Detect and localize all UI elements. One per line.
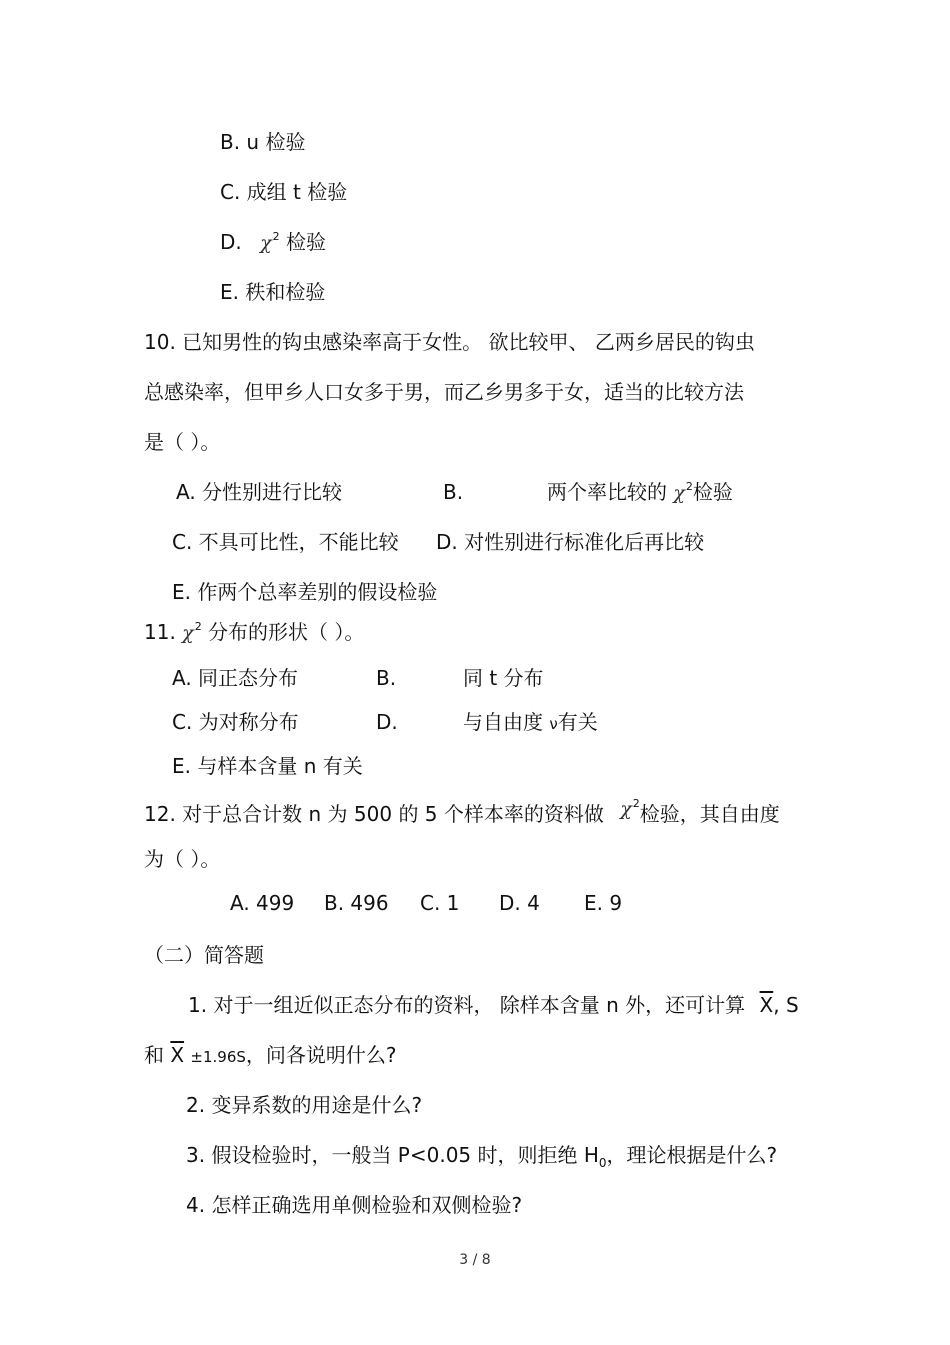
q10-option-c: C. 不具可比性，不能比较 [172,530,399,554]
q11-stem [144,619,364,649]
superscript-2: 2 [632,797,640,810]
q10-line-2: 总感染率，但甲乡人口女多于男，而乙乡男多于女，适当的比较方法 [144,380,744,404]
q10-option-b-tail: 检验 [692,480,733,504]
superscript-2: 2 [272,230,280,243]
q9-option-d [220,229,326,259]
chi-symbol: χ [260,232,272,254]
q10-option-b-label: B. [443,480,464,504]
q11-option-d-text: 与自由度 [463,710,543,734]
sa-q1-line-2 [144,1042,397,1070]
q10-line-1: 10. 已知男性的钩虫感染率高于女性。 欲比较甲、 乙两乡居民的钩虫 [144,330,755,354]
q12-line-1-b: 检验，其自由度 [639,802,780,826]
q12-option-e: E. 9 [584,891,623,915]
chi-symbol: χ [620,798,632,820]
page-number: 3 / 8 [459,1252,491,1268]
q10-option-a: A. 分性别进行比较 [176,480,343,504]
x-bar: $\overline{X}$ [170,1043,185,1067]
sa-q3-text: 3. 假设检验时，一般当 P<0.05 时，则拒绝 H [186,1143,599,1167]
q9-option-c: C. 成组 t 检验 [220,180,348,204]
s-symbol: , S [773,993,799,1017]
q11-number: 11. [144,620,176,644]
q9-option-e: E. 秩和检验 [220,280,326,304]
q10-option-b-text: 两个率比较的 [547,480,667,504]
x-bar: $\overline{X}$ [759,993,774,1017]
section-heading: （二）简答题 [144,943,264,967]
q11-option-d [463,709,598,737]
q9-option-d-label: D. [220,230,242,254]
nu-symbol: ν [549,715,558,733]
q11-option-d-label: D. [376,710,398,734]
q11-option-a: A. 同正态分布 [172,666,299,690]
chi-symbol: χ [673,482,685,504]
q11-option-e: E. 与样本含量 n 有关 [172,754,363,778]
q11-text: 分布的形状（ ）。 [208,620,365,644]
superscript-2: 2 [685,480,693,493]
sa-q1-formula: ±1.96S [190,1048,246,1066]
sa-q1-and: 和 [144,1043,164,1067]
q12-option-b: B. 496 [324,891,389,915]
q10-line-3: 是（ ）。 [144,430,221,454]
sa-q2: 2. 变异系数的用途是什么? [186,1093,423,1117]
sa-q3 [186,1142,777,1171]
q12-option-d: D. 4 [499,891,540,915]
q11-option-d-tail: 有关 [557,710,598,734]
q11-option-c: C. 为对称分布 [172,710,299,734]
q12-line-1-a: 12. 对于总合计数 n 为 500 的 5 个样本率的资料做 [144,802,604,826]
sa-q1-line-1 [188,992,799,1018]
q12-line-1 [144,797,780,831]
chi-symbol: χ [182,622,194,644]
q12-option-c: C. 1 [420,891,460,915]
q11-option-b-label: B. [376,666,397,690]
q9-option-b: B. u 检验 [220,130,306,154]
subscript-0: 0 [598,1156,607,1170]
sa-q1-text: 1. 对于一组近似正态分布的资料， 除样本含量 n 外，还可计算 [188,993,746,1017]
q9-option-d-text: 检验 [286,230,326,254]
sa-q3-tail: ，理论根据是什么? [606,1143,778,1167]
sa-q4: 4. 怎样正确选用单侧检验和双侧检验? [186,1193,523,1217]
q10-option-e: E. 作两个总率差别的假设检验 [172,580,438,604]
q12-line-2: 为（ ）。 [144,847,221,871]
q12-option-a: A. 499 [230,891,295,915]
q11-option-b: 同 t 分布 [463,666,544,690]
superscript-2: 2 [194,620,202,633]
q10-option-b [547,479,733,509]
sa-q1-question: ，问各说明什么? [245,1043,397,1067]
q10-option-d: D. 对性别进行标准化后再比较 [436,530,705,554]
